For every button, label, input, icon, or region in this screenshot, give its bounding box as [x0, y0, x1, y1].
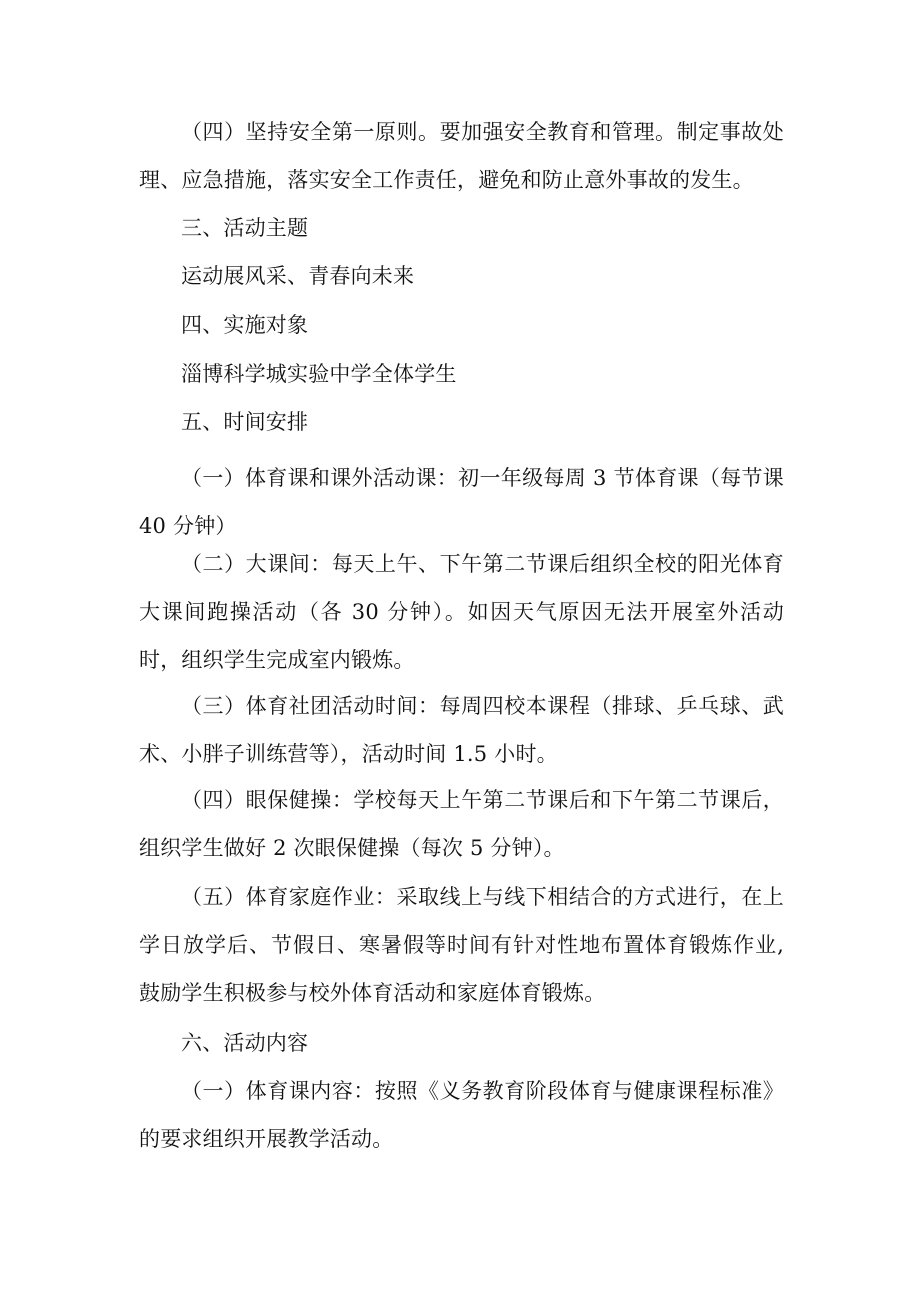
activity-theme-text: 运动展风采、青春向未来 [181, 264, 415, 288]
paragraph-pe-content: （一）体育课内容：按照《义务教育阶段体育与健康课程标准》的要求组织开展教学活动。 [139, 1079, 784, 1151]
section-heading-schedule: 五、时间安排 [181, 410, 309, 434]
paragraph-club-activity: （三）体育社团活动时间：每周四校本课程（排球、乒乓球、武术、小胖子训练营等），活动时间 1.5 小时。 [139, 694, 784, 766]
target-text: 淄博科学城实验中学全体学生 [181, 362, 457, 386]
paragraph-safety-principle: （四）坚持安全第一原则。要加强安全教育和管理。制定事故处理、应急措施，落实安全工作责任，避免和防止意外事故的发生。 [139, 120, 784, 192]
paragraph-pe-class: （一）体育课和课外活动课：初一年级每周 3 节体育课（每节课 40 分钟） [139, 466, 784, 538]
section-heading-activity-content: 六、活动内容 [181, 1031, 309, 1055]
paragraph-big-break: （二）大课间：每天上午、下午第二节课后组织全校的阳光体育大课间跑操活动（各 30 分钟）。如因天气原因无法开展室外活动时，组织学生完成室内锻炼。 [139, 552, 784, 672]
paragraph-home-assignment: （五）体育家庭作业：采取线上与线下相结合的方式进行，在上学日放学后、节假日、寒暑假等时间有针对性地布置体育锻炼作业, 鼓励学生积极参与校外体育活动和家庭体育锻炼。 [139, 885, 784, 1005]
paragraph-eye-exercise: （四）眼保健操：学校每天上午第二节课后和下午第二节课后，组织学生做好 2 次眼保健操（每次 5 分钟）。 [139, 788, 784, 860]
section-heading-target: 四、实施对象 [181, 313, 309, 337]
section-heading-activity-theme: 三、活动主题 [181, 216, 309, 240]
